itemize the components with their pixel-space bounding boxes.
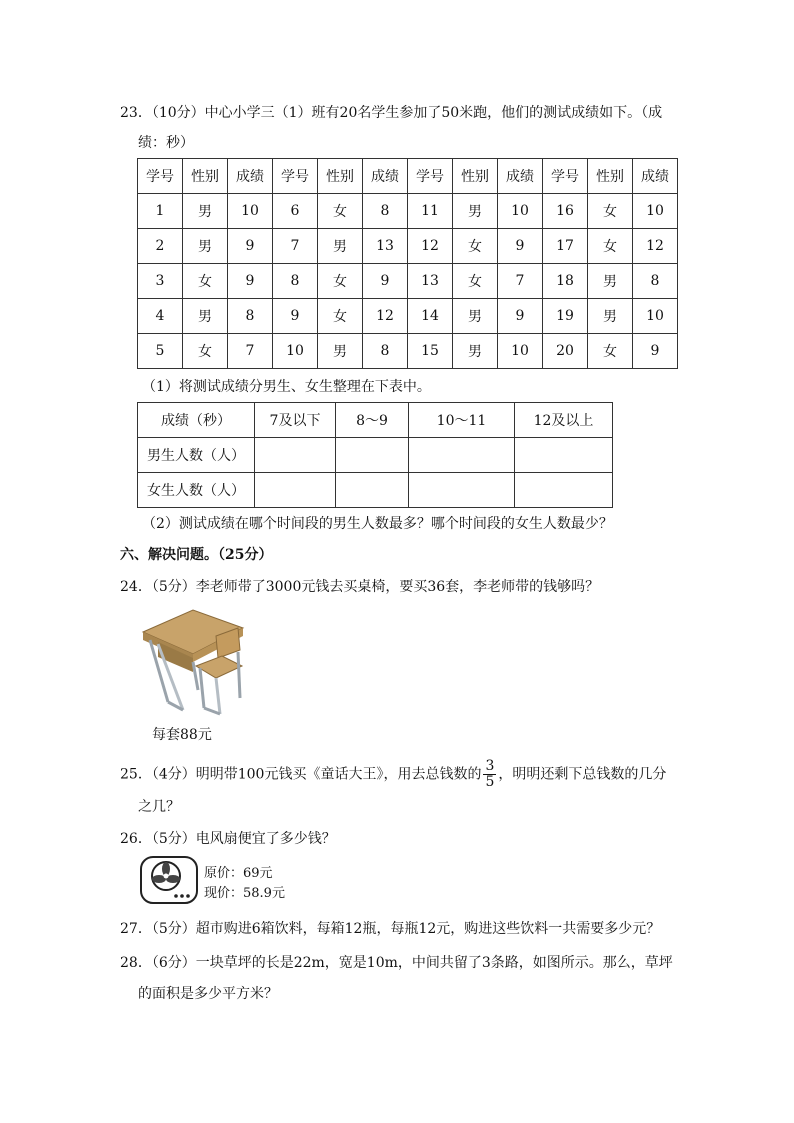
table-cell: 10: [228, 194, 273, 229]
table-header-cell: 成绩: [633, 159, 678, 194]
table-header-cell: 学号: [273, 159, 318, 194]
table-cell: 女: [588, 194, 633, 229]
table-cell: 8: [228, 299, 273, 334]
q27-text: 27．（5分）超市购进6箱饮料，每箱12瓶，每瓶12元，购进这些饮料一共需要多少元？: [120, 921, 661, 937]
table-header-cell: 性别: [453, 159, 498, 194]
table-cell: 5: [138, 334, 183, 369]
table-cell: 女: [183, 334, 228, 369]
table-cell: 19: [543, 299, 588, 334]
q23-line1: 23．（10分）中心小学三（1）班有20名学生参加了50米跑，他们的测试成绩如下。（成: [120, 105, 663, 121]
answer-cell[interactable]: [336, 473, 409, 508]
table-cell: 20: [543, 334, 588, 369]
answer-cell[interactable]: [255, 473, 336, 508]
fraction-numerator: 3: [485, 758, 495, 774]
table-cell: 6: [273, 194, 318, 229]
table-cell: 女: [588, 229, 633, 264]
table-cell: 8: [363, 334, 408, 369]
table-cell: 男: [453, 334, 498, 369]
table-cell: 4: [138, 299, 183, 334]
current-price: 现价：58.9元: [204, 886, 285, 901]
table-cell: 男: [318, 334, 363, 369]
q24-text: 24．（5分）李老师带了3000元钱去买桌椅，要买36套，李老师带的钱够吗？: [120, 579, 600, 595]
table-header-cell: 7及以下: [255, 403, 336, 438]
table-cell: 14: [408, 299, 453, 334]
table-header-cell: 成绩: [363, 159, 408, 194]
table-cell: 10: [633, 194, 678, 229]
table-row: [138, 194, 678, 229]
table-header-row: [138, 159, 678, 194]
table-cell: 女: [453, 264, 498, 299]
table-header-cell: 性别: [588, 159, 633, 194]
q25-text-before: 25．（4分）明明带100元钱买《童话大王》，用去总钱数的: [120, 766, 482, 783]
table-row: [138, 438, 613, 473]
table-cell: 13: [363, 229, 408, 264]
q24-price-caption: 每套88元: [152, 727, 212, 743]
section-heading: 六、解决问题。（25分）: [120, 547, 273, 563]
table-cell: 11: [408, 194, 453, 229]
table-cell: 9: [228, 264, 273, 299]
table-cell: 女: [183, 264, 228, 299]
table-cell: 18: [543, 264, 588, 299]
q23-sub1: （1）将测试成绩分男生、女生整理在下表中。: [142, 379, 431, 395]
q25-text-after: ，明明还剩下总钱数的几分: [498, 766, 667, 783]
answer-cell[interactable]: [409, 438, 515, 473]
fraction: [483, 759, 496, 790]
table-header-cell: 学号: [543, 159, 588, 194]
table-cell: 12: [408, 229, 453, 264]
table-cell: 16: [543, 194, 588, 229]
table-row: [138, 229, 678, 264]
table-cell: 男: [183, 194, 228, 229]
q23-sub2: （2）测试成绩在哪个时间段的男生人数最多？哪个时间段的女生人数最少？: [142, 516, 613, 532]
table-cell: 10: [273, 334, 318, 369]
table-cell: 女: [318, 299, 363, 334]
table-cell: 男: [453, 299, 498, 334]
q28-line2: 的面积是多少平方米？: [138, 986, 278, 1002]
answer-cell[interactable]: [515, 473, 613, 508]
scores-table: [137, 158, 678, 369]
table-cell: 9: [633, 334, 678, 369]
table-cell: 12: [363, 299, 408, 334]
table-cell: 7: [228, 334, 273, 369]
table-cell: 13: [408, 264, 453, 299]
table-cell: 9: [273, 299, 318, 334]
table-header-row: [138, 403, 613, 438]
q25-line1: [120, 759, 666, 790]
q23-line2: 绩：秒）: [138, 135, 194, 151]
original-price: 原价：69元: [204, 866, 273, 881]
table-header-cell: 性别: [183, 159, 228, 194]
table-cell: 3: [138, 264, 183, 299]
table-cell: 男: [588, 264, 633, 299]
q25-line2: 之几？: [138, 799, 180, 815]
table-row: [138, 334, 678, 369]
table-header-cell: 成绩: [498, 159, 543, 194]
answer-cell[interactable]: [515, 438, 613, 473]
table-cell: 7: [498, 264, 543, 299]
table-cell: 9: [228, 229, 273, 264]
table-header-cell: 成绩（秒）: [138, 403, 255, 438]
table-cell: 17: [543, 229, 588, 264]
desk-chair-image: [138, 602, 248, 720]
table-cell: 12: [633, 229, 678, 264]
answer-cell[interactable]: [336, 438, 409, 473]
table-row: [138, 473, 613, 508]
table-row: [138, 264, 678, 299]
table-cell: 8: [273, 264, 318, 299]
answer-cell[interactable]: [409, 473, 515, 508]
table-row-label: 男生人数（人）: [138, 438, 255, 473]
q26-text: 26．（5分）电风扇便宜了多少钱？: [120, 831, 336, 847]
answer-cell[interactable]: [255, 438, 336, 473]
table-cell: 女: [318, 264, 363, 299]
q28-line1: 28．（6分）一块草坪的长是22m，宽是10m，中间共留了3条路，如图所示。那么，草坪: [120, 955, 673, 971]
table-header-cell: 10～11: [409, 403, 515, 438]
table-header-cell: 学号: [138, 159, 183, 194]
table-header-cell: 学号: [408, 159, 453, 194]
table-cell: 10: [498, 334, 543, 369]
table-cell: 男: [183, 229, 228, 264]
table-cell: 10: [498, 194, 543, 229]
table-cell: 1: [138, 194, 183, 229]
table-cell: 15: [408, 334, 453, 369]
table-cell: 女: [453, 229, 498, 264]
table-header-cell: 12及以上: [515, 403, 613, 438]
table-row-label: 女生人数（人）: [138, 473, 255, 508]
table-cell: 9: [498, 299, 543, 334]
table-cell: 9: [363, 264, 408, 299]
table-cell: 2: [138, 229, 183, 264]
table-cell: 男: [453, 194, 498, 229]
table-cell: 7: [273, 229, 318, 264]
table-header-cell: 8～9: [336, 403, 409, 438]
table-cell: 8: [363, 194, 408, 229]
tally-table: [137, 402, 613, 508]
table-header-cell: 成绩: [228, 159, 273, 194]
table-header-cell: 性别: [318, 159, 363, 194]
table-cell: 男: [318, 229, 363, 264]
table-cell: 男: [588, 299, 633, 334]
table-cell: 女: [318, 194, 363, 229]
table-cell: 9: [498, 229, 543, 264]
table-cell: 8: [633, 264, 678, 299]
table-cell: 女: [588, 334, 633, 369]
electric-fan-icon: [138, 854, 200, 906]
table-row: [138, 299, 678, 334]
fraction-denominator: 5: [485, 774, 495, 790]
table-cell: 10: [633, 299, 678, 334]
table-cell: 男: [183, 299, 228, 334]
